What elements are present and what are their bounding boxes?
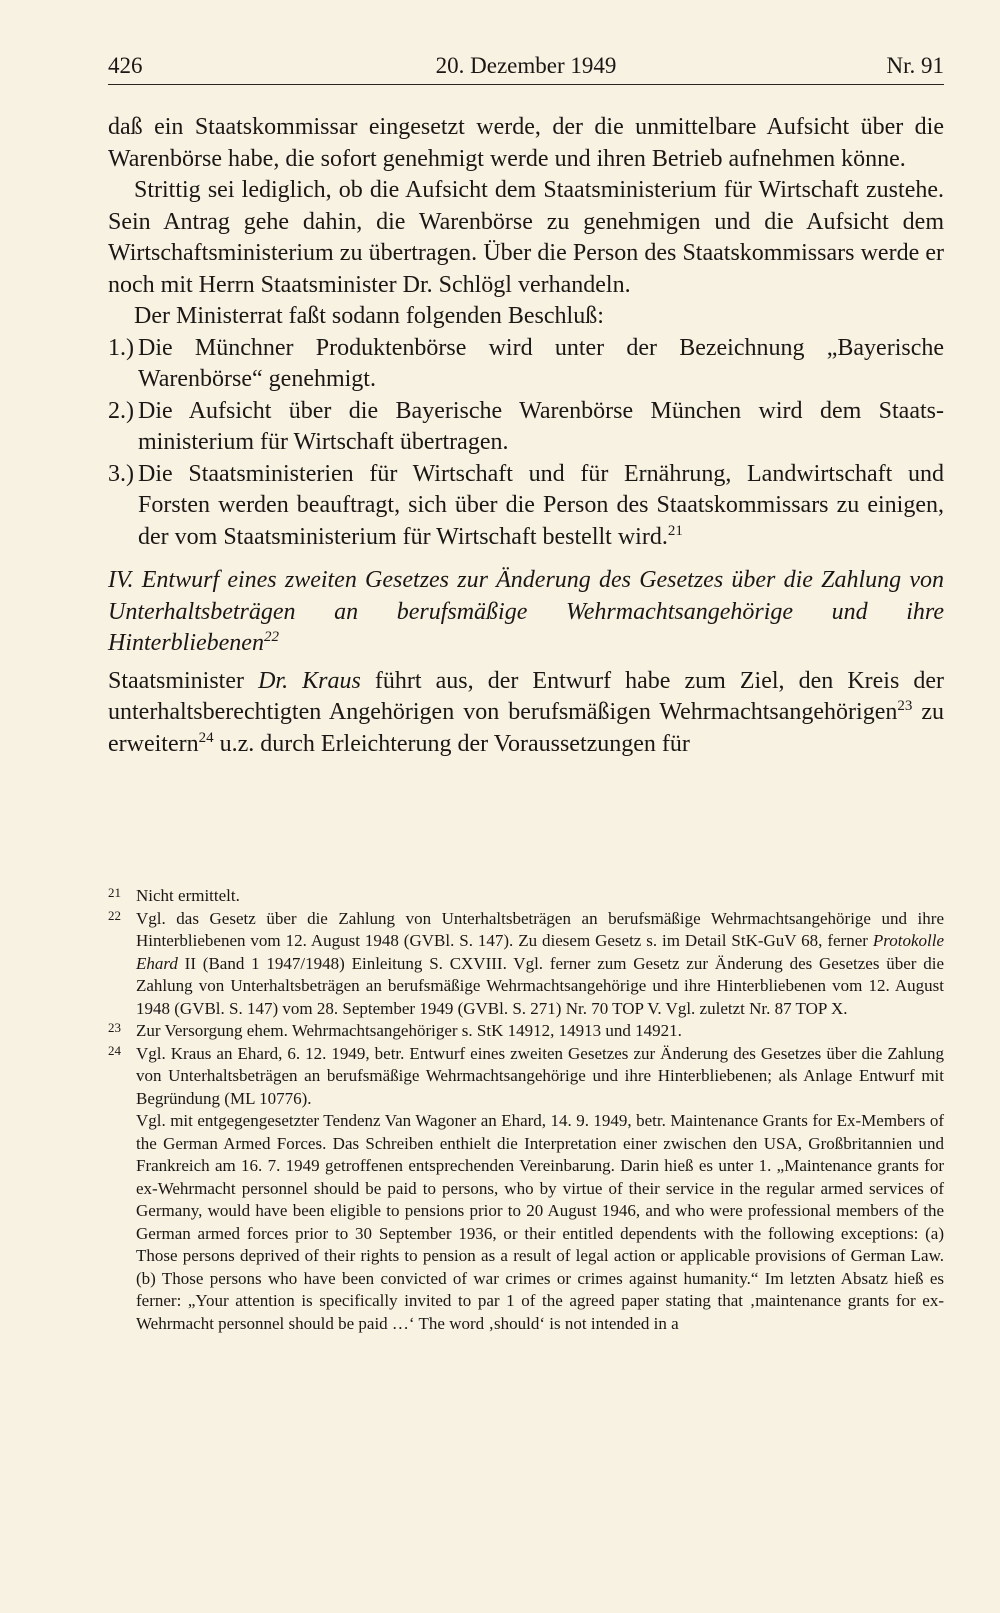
footnote-number: 24 <box>108 1042 121 1058</box>
section-heading <box>108 565 944 660</box>
text-run: führt aus, der Entwurf habe zum Ziel, den Kreis der unterhaltsberechtigten Angehörigen von berufsmäßigen Wehrmachtsangehörigen <box>108 667 945 725</box>
paragraph: daß ein Staatskommissar eingesetzt werde, der die unmittelbare Aufsicht über die Warenbörse habe, die sofort genehmigt werde und ihren Betrieb aufnehmen könne. <box>108 114 944 172</box>
footnote <box>108 908 944 1021</box>
text-run: II (Band 1 1947/1948) Einleitung S. CXVIII. Vgl. ferner zum Gesetz zur Änderung des Gesetzes über die Zahlung von Unterhaltsbeträgen an berufsmäßige Wehrmachtsangehörige und ihre Hinterbliebenen vom 12. August 1948 (GVBl. S. 147) vom 28. September 1949 (GVBl. S. 271) Nr. 70 TOP V. Vgl. zuletzt Nr. 87 TOP X. <box>136 953 945 1018</box>
resolution-item <box>108 333 944 396</box>
footnote <box>108 885 944 908</box>
item-number: 3.) <box>108 460 134 487</box>
paragraph <box>108 666 944 761</box>
footnote-number: 22 <box>108 907 121 923</box>
item-number: 2.) <box>108 397 134 424</box>
footnote <box>108 1020 944 1043</box>
footnote-text: Nicht ermittelt. <box>136 886 240 905</box>
text-run: zu erweitern <box>108 699 945 757</box>
footnote-text: Vgl. Kraus an Ehard, 6. 12. 1949, betr. Entwurf eines zweiten Gesetzes zur Änderung des Gesetzes über die Zahlung von Unterhaltsbeträgen an berufsmäßige Wehrmachtsangehörige und ihre Hinterbliebenen; als Anlage Entwurf mit Begründung (ML 10776). <box>136 1043 944 1108</box>
footnote-number: 23 <box>108 1020 121 1035</box>
cited-title: Protokolle Ehard <box>136 931 945 973</box>
text-run: u.z. durch Erleichterung der Voraussetzungen für <box>219 730 690 757</box>
item-text-wrapper <box>138 459 944 554</box>
footnote-number: 21 <box>108 885 121 900</box>
footnote-ref: 23 <box>897 698 913 714</box>
footnote-text: Zur Versorgung ehem. Wehrmachtsangehöriger s. StK 14912, 14913 und 14921. <box>136 1021 682 1040</box>
item-text: Die Aufsicht über die Bayerische Warenbörse München wird dem Staatsministerium für Wirtschaft übertragen. <box>138 397 944 455</box>
page-number: 426 <box>108 53 143 78</box>
page-header <box>108 50 944 85</box>
footnote-ref: 24 <box>198 729 214 746</box>
item-text: Die Staatsministerien für Wirtschaft und für Ernährung, Landwirtschaft und Forsten werden beauftragt, sich über die Person des Staatskommissars zu einigen, der vom Staatsministerium für Wirtschaft bestellt wird. <box>138 460 944 550</box>
text-run: Staatsminister <box>108 667 244 694</box>
footnote <box>108 1043 944 1111</box>
paragraph: Strittig sei lediglich, ob die Aufsicht dem Staatsministerium für Wirtschaft zustehe. Sein Antrag gehe dahin, die Warenbörse zu genehmigen und die Aufsicht dem Wirtschaftsministerium zu übertragen. Über die Person des Staatskommissars werde er noch mit Herrn Staatsminister Dr. Schlögl verhandeln. <box>108 177 944 298</box>
main-text <box>108 112 944 760</box>
item-text: Die Münchner Produktenbörse wird unter der Bezeichnung „Bayerische Warenbörse“ genehmigt. <box>138 334 944 392</box>
footnotes <box>108 885 944 1335</box>
resolution-item <box>108 459 944 554</box>
header-date: 20. Dezember 1949 <box>435 53 617 78</box>
footnote-ref: 22 <box>263 629 279 645</box>
footnote-continuation: Vgl. mit entgegengesetzter Tendenz Van Wagoner an Ehard, 14. 9. 1949, betr. Maintenance Grants for Ex-Members of the German Armed Forces. Das Schreiben enthielt die Interpretation einer zwischen den USA, Großbritannien und Frankreich am 16. 7. 1949 getroffenen entsprechenden Vereinbarung. Darin hieß es unter 1. „Maintenance grants for ex-Wehrmacht personnel should be paid to persons, who by virtue of their service in the regular armed services of Germany, would have been eligible to pensions prior to 20 August 1946, and who were professional members of the German armed forces prior to 30 September 1936, or their entitled dependents with the following exceptions: (a) Those persons deprived of their rights to pension as a result of legal action or applicable provisions of German Law. (b) Those persons who have been convicted of war crimes or crimes against humanity.“ Im letzten Absatz hieß es ferner: „Your attention is specifically invited to par 1 of the agreed paper stating that ‚maintenance grants for ex-Wehrmacht personnel should be paid …‘ The word ‚should‘ is not intended in a <box>136 1111 944 1333</box>
footnote-text <box>136 908 944 1021</box>
resolution-intro: Der Ministerrat faßt sodann folgenden Beschluß: <box>134 303 604 329</box>
text-run: Vgl. das Gesetz über die Zahlung von Unterhaltsbeträgen an berufsmäßige Wehrmachtsangehörige und ihre Hinterbliebenen vom 12. August 1948 (GVBl. S. 147). Zu diesem Gesetz s. im Detail StK-GuV 68, ferner <box>136 908 944 950</box>
resolution-item <box>108 396 944 459</box>
item-number: 1.) <box>108 334 134 361</box>
document-number: Nr. 91 <box>886 53 944 78</box>
person-name: Dr. Kraus <box>258 667 361 694</box>
section-heading-text: IV. Entwurf eines zweiten Gesetzes zur Änderung des Gesetzes über die Zahlung von Unterhaltsbeträgen an berufsmäßige Wehrmachtsangehörige und ihre Hinterbliebenen <box>108 567 944 656</box>
footnote-ref: 21 <box>667 522 683 539</box>
